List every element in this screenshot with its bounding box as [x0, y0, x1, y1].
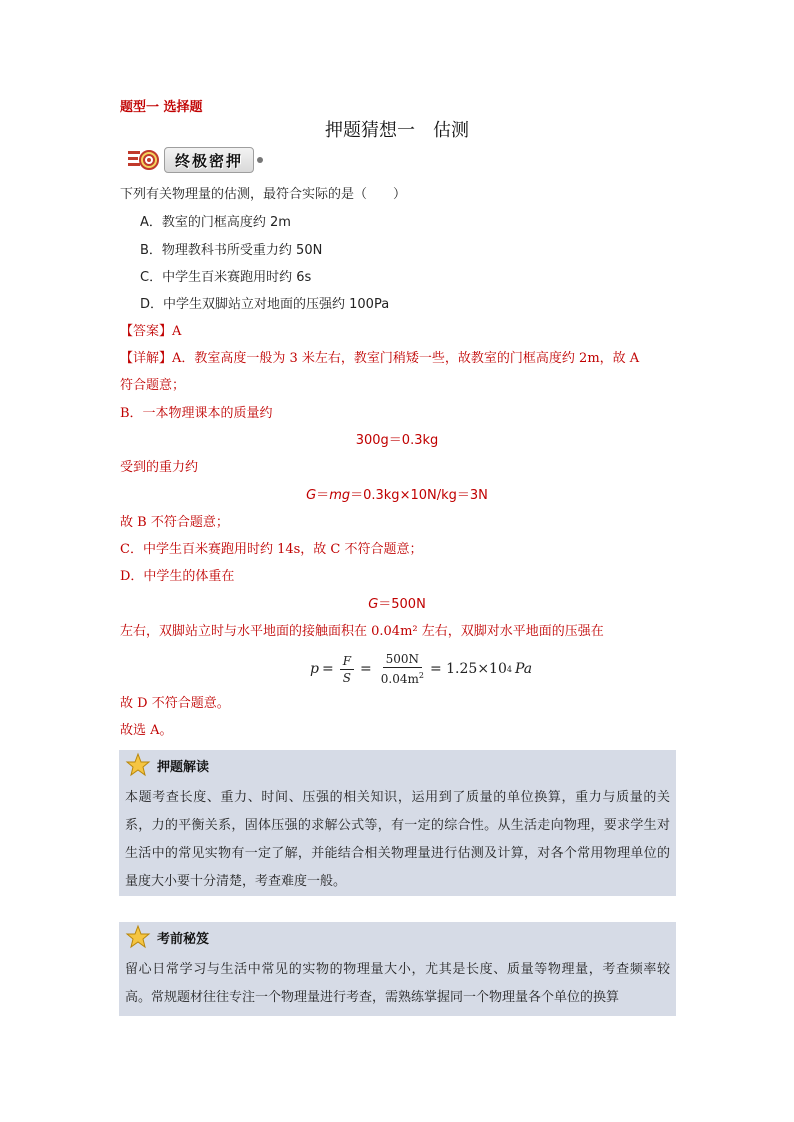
panel-text: 本题考查长度、重力、时间、压强的相关知识，运用到了质量的单位换算，重力与质量的关系，力的平衡关系，固体压强的求解公式等，有一定的综合性。从生活走向物理，要求学生对生活中的常见实物有一定了解，并能结合相关物理量进行估测及计算，对各个常用物理单位的量度大小要十分清楚，考查难度一般。 — [125, 790, 670, 889]
option-d: D．中学生双脚站立对地面的压强约 100Pa — [140, 297, 390, 312]
panel-header — [119, 750, 676, 780]
option-c: C．中学生百米赛跑用时约 6s — [140, 270, 312, 285]
panel-header — [119, 922, 676, 952]
page-title: 押题猜想一 估测 — [325, 120, 469, 141]
answer: 【答案】A — [120, 324, 182, 339]
banner — [126, 146, 263, 174]
explanation-line: 故 B 不符合题意； — [120, 515, 229, 530]
equation-weight: G＝500N — [368, 597, 426, 612]
var-mg: mg — [329, 488, 351, 503]
option-a: A．教室的门框高度约 2m — [140, 215, 291, 230]
explanation-line: C．中学生百米赛跑用时约 14s，故 C 不符合题意； — [120, 542, 423, 557]
explanation-line: 【详解】A．教室高度一般为 3 米左右，教室门稍矮一些，故教室的门框高度约 2m，故 A — [120, 351, 640, 366]
fraction-values: $\frac{500N}{0.04m^2}$ — [380, 652, 424, 686]
panel-text: 留心日常学习与生活中常见的实物的物理量大小，尤其是长度、质量等物理量，考查频率较高。常规题材往往专注一个物理量进行考查，需熟练掌握同一个物理量各个单位的换算 — [125, 962, 670, 1005]
explanation-line: 符合题意； — [120, 378, 186, 393]
analysis-panel — [119, 750, 676, 896]
target-icon — [126, 147, 160, 173]
explanation-line: 受到的重力约 — [120, 460, 199, 475]
question-type-label: 题型一 选择题 — [120, 100, 203, 115]
star-icon — [125, 752, 151, 778]
explanation-line: 故 D 不符合题意。 — [120, 696, 230, 711]
explanation-line: 左右，双脚站立时与水平地面的接触面积在 0.04m² 左右，双脚对水平地面的压强在 — [120, 624, 604, 639]
banner-label: 终极密押 — [164, 147, 254, 173]
star-icon — [125, 924, 151, 950]
panel-heading: 押题解读 — [157, 759, 210, 775]
var-g: G — [368, 597, 379, 612]
tips-panel — [119, 922, 676, 1016]
var-g: G — [306, 488, 317, 503]
pressure-formula: p = $\frac{F}{S}$ = $\frac{500N}{0.04m^2}$ = 1.25×10 4 Pa — [310, 652, 533, 686]
fraction-f-over-s: $\frac{F}{S}$ — [340, 653, 354, 686]
explanation-line: D．中学生的体重在 — [120, 569, 235, 584]
explanation-line: 故选 A。 — [120, 723, 173, 738]
banner-dot — [257, 157, 263, 163]
equation-gravity: G＝mg＝0.3kg×10N/kg＝3N — [306, 488, 488, 503]
explanation-line: B．一本物理课本的质量约 — [120, 406, 273, 421]
question-stem: 下列有关物理量的估测，最符合实际的是（ ） — [120, 187, 407, 202]
equation-mass: 300g＝0.3kg — [355, 433, 439, 448]
option-b: B．物理教科书所受重力约 50N — [140, 243, 323, 258]
panel-heading: 考前秘笈 — [157, 931, 210, 947]
